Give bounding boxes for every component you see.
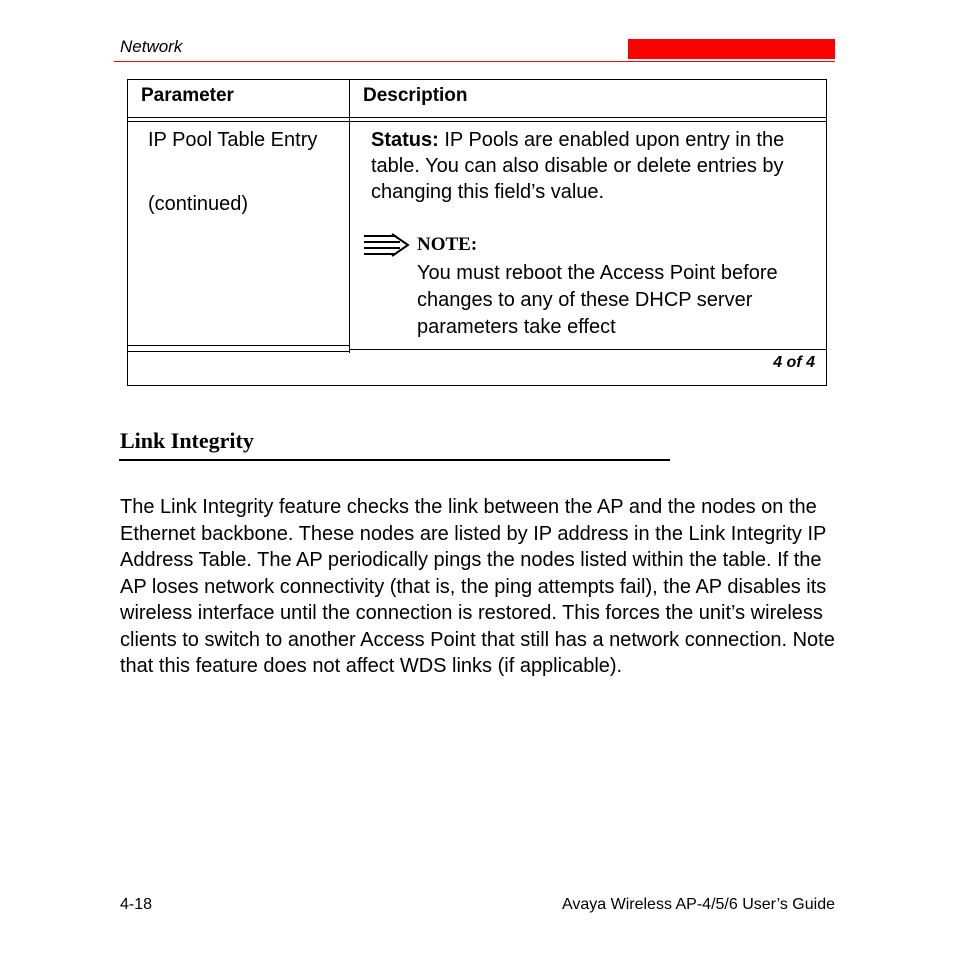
parameter-table — [127, 79, 827, 386]
parameter-continued: (continued) — [148, 193, 249, 215]
footer-page-number: 4-18 — [120, 896, 153, 913]
section-body-paragraph: The Link Integrity feature checks the link between the AP and the nodes on the Ethernet backbone. These nodes are listed by IP address in the Link Integrity IP Address Table. The AP periodically pings the nodes listed within the table. If the AP loses network connectivity (that is, the ping attempts fail), the AP disables its wireless interface until the connection is restored. This forces the unit’s wireless clients to switch to another Access Point that still has a network connection. Note that this feature does not affect WDS links (if applicable). — [120, 496, 835, 677]
table-page-indicator: 4 of 4 — [773, 354, 815, 371]
parameter-name: IP Pool Table Entry — [148, 129, 318, 151]
column-header-parameter: Parameter — [141, 85, 234, 106]
header-rule — [114, 61, 835, 62]
section-title: Link Integrity — [120, 428, 254, 453]
header-accent-bar — [628, 39, 835, 59]
table-row-end-rule-double — [127, 351, 350, 352]
footer-book-title: Avaya Wireless AP-4/5/6 User’s Guide — [561, 896, 835, 913]
status-text: IP Pools are enabled upon entry in the table. You can also disable or delete entries by changing this field’s value. — [371, 129, 785, 203]
note-text: You must reboot the Access Point before changes to any of these DHCP server parameters take effect — [417, 262, 778, 338]
table-column-divider — [349, 79, 350, 353]
table-row-end-rule — [127, 345, 350, 346]
table-header-rule-double — [127, 121, 827, 122]
column-header-description: Description — [363, 85, 468, 106]
table-row-end-rule-right — [349, 349, 827, 350]
description-status — [371, 127, 811, 205]
section-title-rule — [119, 459, 670, 461]
running-header-section: Network — [120, 37, 183, 56]
status-label: Status: — [371, 129, 439, 151]
note-label: NOTE: — [417, 234, 478, 255]
table-header-rule — [127, 117, 827, 118]
note-arrow-icon — [362, 233, 410, 259]
